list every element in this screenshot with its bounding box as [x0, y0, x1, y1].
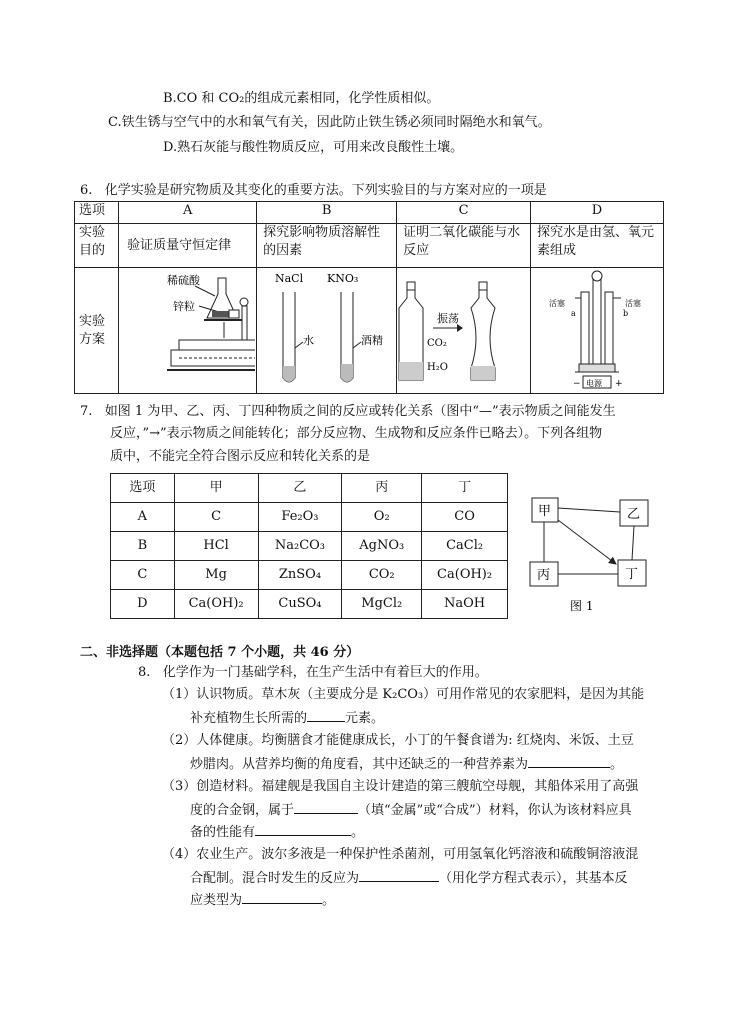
q5-option-c: C.铁生锈与空气中的水和氧气有关，因此防止铁生锈必须同时隔绝水和氧气。 [108, 115, 551, 130]
q6-header-cell: D [531, 202, 664, 224]
q8-p2-line2 [190, 754, 623, 774]
q7-stem-2: 反应，”→”表示物质之间能转化；部分反应物、生成物和反应条件已略去）。下列各组物 [110, 426, 603, 441]
q7-cell: HCl [174, 532, 258, 561]
edge-yi-ding [632, 526, 634, 560]
q7-cell: AgNO₃ [342, 532, 422, 561]
nacl-label: NaCl [275, 272, 304, 285]
q7-cell: C [111, 561, 175, 590]
node-bing: 丙 [537, 568, 551, 583]
plug-right-label: 活塞 [625, 299, 642, 308]
solubility-figure [257, 268, 395, 392]
node-jia: 甲 [538, 504, 552, 519]
q7-cell: ZnSO₄ [258, 561, 342, 590]
q7-cell: Fe₂O₃ [258, 503, 342, 532]
text: 炒腊肉。从营养均衡的角度看，其中还缺乏的一种营养素为 [190, 757, 529, 772]
label-line: 实验 [79, 313, 106, 329]
q7-table [110, 473, 508, 619]
h2o-label: H₂O [427, 362, 449, 373]
q6-header-cell: B [257, 202, 397, 224]
co2-bottle-figure [397, 268, 529, 392]
q6-purpose-a: 验证质量守恒定律 [119, 224, 257, 268]
q7-cell: CO [422, 503, 508, 532]
alcohol-label: 酒精 [361, 334, 384, 347]
node-ding: 丁 [625, 567, 639, 582]
q8-p3-line2 [190, 800, 632, 820]
q6-purpose-label [75, 224, 119, 268]
node-yi: 乙 [627, 507, 641, 522]
q6-header-cell: A [119, 202, 257, 224]
q7-cell: D [111, 590, 175, 619]
q6-purpose-b: 探究影响物质溶解性的因素 [257, 224, 397, 268]
answer-blank[interactable] [528, 754, 610, 768]
text: 。 [351, 825, 365, 840]
q6-fig-c-cell [397, 268, 531, 394]
q7-stem-1: 7. 如图 1 为甲、乙、丙、丁四种物质之间的反应或转化关系（图中“—”表示物质之间能发生 [80, 404, 616, 419]
q8-p1-line1: （1）认识物质。草木灰（主要成分是 K₂CO₃）可用作常见的农家肥料，是因为其能 [162, 687, 645, 702]
answer-blank[interactable] [307, 708, 345, 722]
q7-cell: Na₂CO₃ [258, 532, 342, 561]
table-row [111, 561, 508, 590]
q8-p3-line1: （3）创造材料。福建舰是我国自主设计建造的第三艘航空母舰，其船体采用了高强 [162, 779, 639, 794]
acid-label: 稀硫酸 [167, 274, 201, 287]
q7-header-cell: 乙 [258, 474, 342, 503]
co2-label: CO₂ [427, 338, 447, 349]
text: 元素。 [345, 711, 385, 726]
kno3-label: KNO₃ [327, 272, 359, 285]
arrow-jia-ding [558, 520, 616, 564]
q7-cell: Mg [174, 561, 258, 590]
q6-plan-label [75, 268, 119, 394]
table-row [111, 503, 508, 532]
answer-blank[interactable] [242, 890, 322, 904]
edge-jia-yi [558, 508, 620, 512]
q8-p1-line2 [190, 708, 384, 728]
q8-p2-line1: （2）人体健康。均衡膳食才能健康成长，小丁的午餐食谱为: 红烧肉、米饭、土豆 [162, 733, 634, 748]
q6-header-cell: C [397, 202, 531, 224]
label-line: 方案 [79, 331, 106, 347]
q7-cell: CaCl₂ [422, 532, 508, 561]
q7-cell: MgCl₂ [342, 590, 422, 619]
shake-label: 振荡 [437, 312, 460, 325]
q6-fig-b-cell [257, 268, 397, 394]
text: 应类型为 [190, 893, 243, 908]
q7-cell: NaOH [422, 590, 508, 619]
q6-stem: 6. 化学实验是研究物质及其变化的重要方法。下列实验目的与方案对应的一项是 [80, 183, 547, 198]
q5-option-b: B.CO 和 CO₂的组成元素相同，化学性质相似。 [163, 91, 440, 106]
text: 补充植物生长所需的 [190, 711, 308, 726]
q7-cell: Ca(OH)₂ [174, 590, 258, 619]
q7-cell: A [111, 503, 175, 532]
q6-purpose-c: 证明二氧化碳能与水反应 [397, 224, 531, 268]
electrolysis-figure [531, 268, 661, 392]
answer-blank[interactable] [359, 868, 439, 882]
text: 备的性能有 [190, 825, 256, 840]
plus-label: + [615, 379, 623, 389]
q6-fig-d-cell [531, 268, 664, 394]
q7-header-cell: 丙 [342, 474, 422, 503]
q8-p4-line1: （4）农业生产。波尔多液是一种保护性杀菌剂，可用氢氧化钙溶液和硫酸铜溶液混 [162, 847, 639, 862]
minus-label: − [573, 379, 581, 389]
q7-cell: B [111, 532, 175, 561]
answer-blank[interactable] [294, 800, 358, 814]
q7-header-cell: 甲 [174, 474, 258, 503]
text: 合配制。混合时发生的反应为 [190, 871, 360, 886]
label-line: 实验 [79, 225, 106, 240]
q7-header-cell: 丁 [422, 474, 508, 503]
tube-a-label: a [571, 309, 576, 318]
q6-header-cell: 选项 [75, 202, 119, 224]
power-label: 电源 [586, 379, 603, 388]
section-heading: 二、非选择题（本题包括 7 个小题，共 46 分） [80, 645, 360, 660]
tube-b-label: b [623, 309, 629, 318]
q6-fig-a-cell [119, 268, 257, 394]
q7-header-cell: 选项 [111, 474, 175, 503]
q8-p4-line3 [190, 890, 335, 910]
zinc-label: 锌粒 [173, 300, 196, 313]
q6-table [74, 201, 664, 394]
q7-cell: CuSO₄ [258, 590, 342, 619]
text: （填“金属”或“合成”）材料，你认为该材料应具 [358, 803, 632, 818]
text: 。 [610, 757, 624, 772]
q7-cell: C [174, 503, 258, 532]
q5-option-d: D.熟石灰能与酸性物质反应，可用来改良酸性土壤。 [163, 140, 464, 155]
figure-1-diagram [526, 494, 661, 619]
answer-blank[interactable] [255, 822, 351, 836]
q6-purpose-d: 探究水是由氢、氧元素组成 [531, 224, 664, 268]
balance-figure [119, 268, 255, 392]
water-label: 水 [303, 334, 315, 347]
q7-cell: Ca(OH)₂ [422, 561, 508, 590]
q8-stem: 8. 化学作为一门基础学科，在生产生活中有着巨大的作用。 [138, 665, 488, 680]
q7-cell: CO₂ [342, 561, 422, 590]
table-row [111, 532, 508, 561]
plug-left-label: 活塞 [549, 299, 566, 308]
q8-p4-line2 [190, 868, 628, 888]
q7-cell: O₂ [342, 503, 422, 532]
text: 度的合金钢，属于 [190, 803, 295, 818]
figure-caption: 图 1 [570, 599, 594, 613]
text: 。 [322, 893, 336, 908]
table-row [111, 590, 508, 619]
q7-stem-3: 质中，不能完全符合图示反应和转化关系的是 [110, 449, 371, 464]
q8-p3-line3 [190, 822, 364, 842]
label-line: 目的 [79, 243, 106, 258]
text: （用化学方程式表示），其基本反 [439, 871, 628, 886]
